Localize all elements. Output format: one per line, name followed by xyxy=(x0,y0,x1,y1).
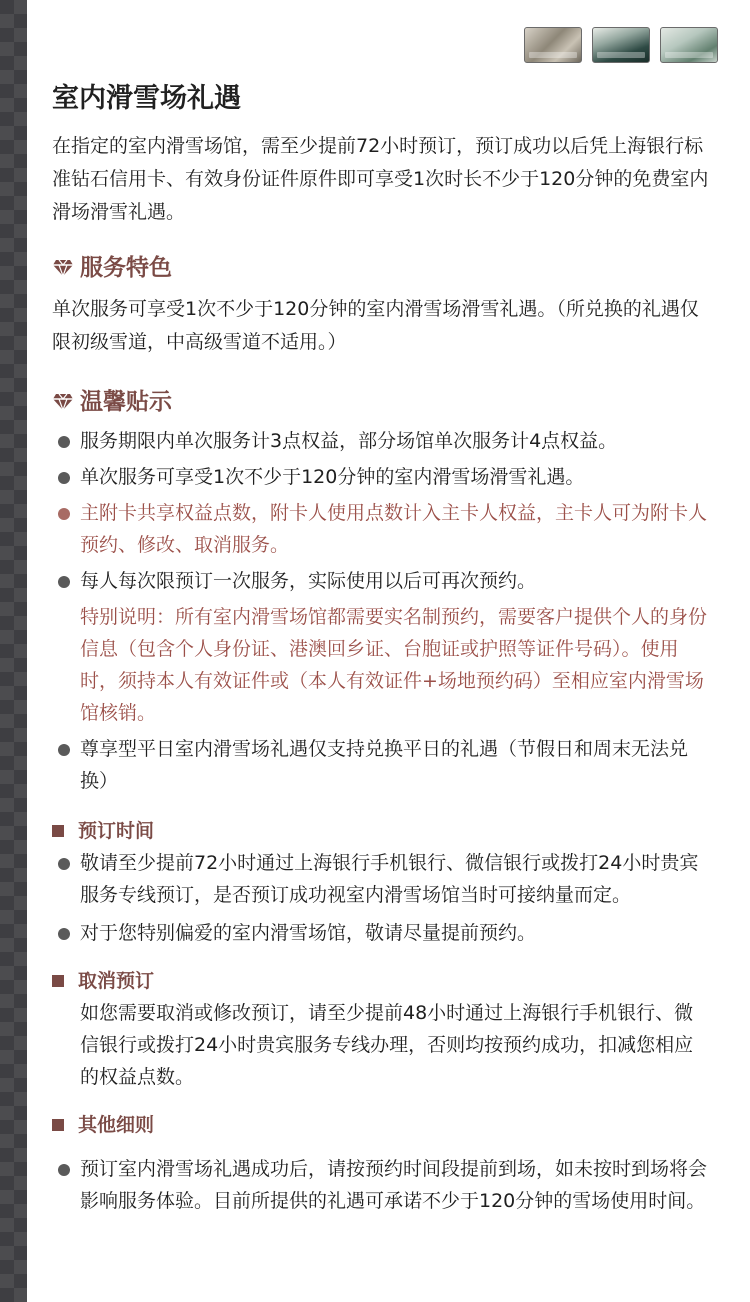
tips-header xyxy=(52,385,712,419)
square-bullet-icon xyxy=(52,825,64,837)
service-features-text: 单次服务可享受1次不少于120分钟的室内滑雪场滑雪礼遇。（所兑换的礼遇仅限初级雪道，中高级雪道不适用。） xyxy=(52,298,699,353)
card-image-1 xyxy=(524,27,582,63)
cancel-heading: 取消预订 xyxy=(78,970,155,992)
booking-list xyxy=(52,847,712,949)
diamond-icon xyxy=(52,259,74,277)
left-pattern-strip xyxy=(0,0,27,1302)
list-item: 尊享型平日室内滑雪场礼遇仅支持兑换平日的礼遇（节假日和周末无法兑换） xyxy=(52,733,712,797)
list-item: 服务期限内单次服务计3点权益，部分场馆单次服务计4点权益。 xyxy=(52,425,712,457)
list-item: 预订室内滑雪场礼遇成功后，请按预约时间段提前到场，如未按时到场将会影响服务体验。目前所提供的礼遇可承诺不少于120分钟的雪场使用时间。 xyxy=(52,1153,712,1217)
card-image-2 xyxy=(592,27,650,63)
cancel-header xyxy=(52,965,712,997)
booking-header xyxy=(52,815,712,847)
service-features-header xyxy=(52,251,712,285)
tips-list xyxy=(52,425,712,597)
service-features-heading: 服务特色 xyxy=(80,255,172,281)
diamond-icon xyxy=(52,393,74,411)
square-bullet-icon xyxy=(52,1119,64,1131)
card-thumbnails xyxy=(524,27,718,63)
tips-list-extra xyxy=(52,733,712,797)
special-note: 特别说明：所有室内滑雪场馆都需要实名制预约，需要客户提供个人的身份信息（包含个人身份证、港澳回乡证、台胞证或护照等证件号码）。使用时，须持本人有效证件或（本人有效证件+场地预约码）至相应室内滑雪场馆核销。 xyxy=(80,606,708,724)
square-bullet-icon xyxy=(52,975,64,987)
intro-text: 在指定的室内滑雪场馆，需至少提前72小时预订，预订成功以后凭上海银行标准钻石信用卡、有效身份证件原件即可享受1次时长不少于120分钟的免费室内滑场滑雪礼遇。 xyxy=(52,135,709,223)
other-heading: 其他细则 xyxy=(78,1114,155,1136)
page-title: 室内滑雪场礼遇 xyxy=(52,83,241,114)
other-header xyxy=(52,1109,712,1141)
card-image-3 xyxy=(660,27,718,63)
list-item: 主附卡共享权益点数，附卡人使用点数计入主卡人权益，主卡人可为附卡人预约、修改、取消服务。 xyxy=(52,497,712,561)
list-item: 单次服务可享受1次不少于120分钟的室内滑雪场滑雪礼遇。 xyxy=(52,461,712,493)
other-list xyxy=(52,1153,712,1217)
tips-heading: 温馨贴示 xyxy=(80,389,172,415)
list-item: 敬请至少提前72小时通过上海银行手机银行、微信银行或拨打24小时贵宾服务专线预订，是否预订成功视室内滑雪场馆当时可接纳量而定。 xyxy=(52,847,712,911)
main-content xyxy=(52,80,712,1217)
cancel-text: 如您需要取消或修改预订，请至少提前48小时通过上海银行手机银行、微信银行或拨打24小时贵宾服务专线办理，否则均按预约成功，扣减您相应的权益点数。 xyxy=(80,1002,694,1088)
list-item: 对于您特别偏爱的室内滑雪场馆，敬请尽量提前预约。 xyxy=(52,917,712,949)
list-item: 每人每次限预订一次服务，实际使用以后可再次预约。 xyxy=(52,565,712,597)
booking-heading: 预订时间 xyxy=(78,820,155,842)
